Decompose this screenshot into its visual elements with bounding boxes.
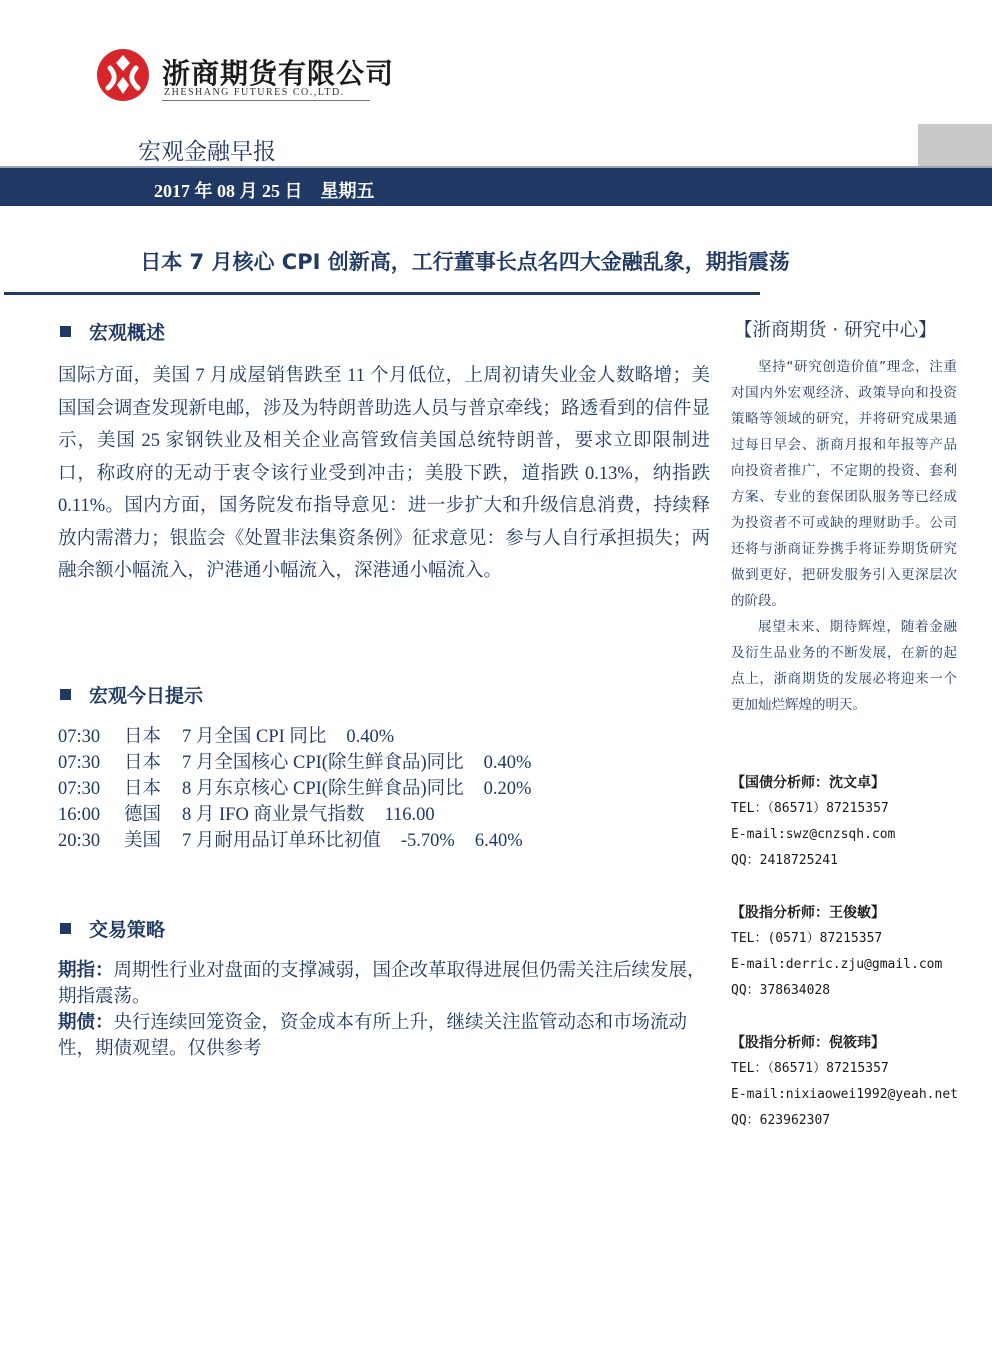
sidebar-intro-paragraph: 展望未来、期待辉煌，随着金融及衍生品业务的不断发展，在新的起点上，浙商期货的发展必将迎来一个更加灿烂辉煌的明天。 xyxy=(731,619,957,713)
section-heading-macro xyxy=(60,318,165,345)
calendar-country: 日本 xyxy=(124,779,162,799)
analyst-title: 【股指分析师：倪筱玮】 xyxy=(731,1035,885,1051)
analyst-tel: TEL：（86571）87215357 xyxy=(731,801,889,816)
section-heading-strategy xyxy=(60,915,165,942)
sidebar-title: 【浙商期货 · 研究中心】 xyxy=(734,320,937,341)
calendar-row xyxy=(58,802,531,828)
date-bar xyxy=(0,168,992,206)
analyst-qq: QQ：2418725241 xyxy=(731,853,838,868)
trading-strategy xyxy=(58,958,710,1062)
square-bullet-icon xyxy=(60,923,71,934)
calendar-country: 日本 xyxy=(124,727,162,747)
calendar-time: 07:30 xyxy=(58,727,101,747)
calendar-time: 07:30 xyxy=(58,753,101,773)
economic-calendar xyxy=(58,724,531,854)
analyst-tel: TEL：(0571）87215357 xyxy=(731,931,883,946)
sidebar-intro xyxy=(731,354,957,718)
section-title: 宏观今日提示 xyxy=(89,685,204,707)
analyst-title: 【国债分析师：沈文卓】 xyxy=(731,775,885,791)
calendar-value: 116.00 xyxy=(384,805,435,825)
calendar-value: 0.40% xyxy=(346,727,395,747)
zheshang-logo-icon xyxy=(96,48,150,102)
calendar-value: -5.70% xyxy=(400,831,455,851)
calendar-country: 德国 xyxy=(124,805,162,825)
calendar-time: 16:00 xyxy=(58,805,101,825)
headline: 日本 7 月核心 CPI 创新高，工行董事长点名四大金融乱象，期指震荡 xyxy=(140,250,790,274)
analyst-email[interactable]: E-mail:nixiaowei1992@yeah.net xyxy=(731,1087,958,1102)
analyst-card xyxy=(731,770,981,874)
calendar-event: 8 月东京核心 CPI(除生鲜食品)同比 xyxy=(182,779,464,799)
section-title: 交易策略 xyxy=(89,919,166,941)
header-grey-block xyxy=(918,124,992,166)
calendar-row xyxy=(58,750,531,776)
calendar-event: 8 月 IFO 商业景气指数 xyxy=(182,805,365,825)
square-bullet-icon xyxy=(60,689,71,700)
analyst-email[interactable]: E-mail:derric.zju@gmail.com xyxy=(731,957,943,972)
calendar-value-previous: 6.40% xyxy=(474,831,523,851)
analyst-card xyxy=(731,900,981,1004)
analyst-qq: QQ：378634028 xyxy=(731,983,831,998)
strategy-label: 期指： xyxy=(58,960,114,981)
calendar-row xyxy=(58,724,531,750)
calendar-event: 7 月全国核心 CPI(除生鲜食品)同比 xyxy=(182,753,464,773)
sidebar-intro-paragraph: 坚持“研究创造价值”理念，注重对国内外宏观经济、政策导向和投资策略等领域的研究，并将研究成果通过每日早会、浙商月报和年报等产品向投资者推广，不定期的投资、套利方案、专业的套保团队服务等已经成为投资者不可或缺的理财助手。公司还将与浙商证券携手将证券期货研究做到更好，把研发服务引入更深层次的阶段。 xyxy=(731,359,957,609)
analyst-qq: QQ：623962307 xyxy=(731,1113,831,1128)
strategy-label: 期债： xyxy=(58,1012,114,1033)
calendar-event: 7 月全国 CPI 同比 xyxy=(182,727,327,747)
calendar-row xyxy=(58,828,531,854)
calendar-time: 20:30 xyxy=(58,831,101,851)
analyst-title: 【股指分析师：王俊敏】 xyxy=(731,905,885,921)
calendar-value: 0.40% xyxy=(483,753,532,773)
calendar-row xyxy=(58,776,531,802)
company-underline xyxy=(162,100,370,101)
section-heading-calendar xyxy=(60,681,203,708)
calendar-value: 0.20% xyxy=(483,779,532,799)
analyst-tel: TEL：（86571）87215357 xyxy=(731,1061,889,1076)
section-title: 宏观概述 xyxy=(89,322,166,344)
calendar-time: 07:30 xyxy=(58,779,101,799)
company-name: 浙商期货有限公司 xyxy=(162,57,395,90)
calendar-country: 美国 xyxy=(124,831,162,851)
square-bullet-icon xyxy=(60,326,71,337)
analyst-email[interactable]: E-mail:swz@cnzsqh.com xyxy=(731,827,896,842)
company-name-english: ZHESHANG FUTURES CO.,LTD. xyxy=(164,87,345,98)
calendar-country: 日本 xyxy=(124,753,162,773)
strategy-text: 央行连续回笼资金，资金成本有所上升，继续关注监管动态和市场流动性，期债观望。仅供参考 xyxy=(58,1012,688,1059)
strategy-item-index-futures xyxy=(58,958,710,1010)
strategy-item-bond-futures xyxy=(58,1010,710,1062)
headline-rule xyxy=(4,292,760,295)
report-type: 宏观金融早报 xyxy=(138,139,276,165)
strategy-text: 周期性行业对盘面的支撑减弱，国企改革取得进展但仍需关注后续发展，期指震荡。 xyxy=(58,960,706,1007)
macro-overview-text: 国际方面，美国 7 月成屋销售跌至 11 个月低位，上周初请失业金人数略增；美国国会调查发现新电邮，涉及为特朗普助选人员与普京牵线；路透看到的信件显示，美国 25 家钢铁业及相关企业高管致信美国总统特朗普，要求立即限制进口，称政府的无动于衷令该行业受到冲击；美股下跌，道指跌 0.13%，纳指跌 0.11%。国内方面，国务院发布指导意见：进一步扩大和升级信息消费，持续释放内需潜力；银监会《处置非法集资条例》征求意见：参与人自行承担损失；两融余额小幅流入，沪港通小幅流入，深港通小幅流入。 xyxy=(58,366,710,581)
analyst-card xyxy=(731,1030,981,1134)
report-date: 2017 年 08 月 25 日 星期五 xyxy=(154,181,375,201)
calendar-event: 7 月耐用品订单环比初值 xyxy=(182,831,381,851)
